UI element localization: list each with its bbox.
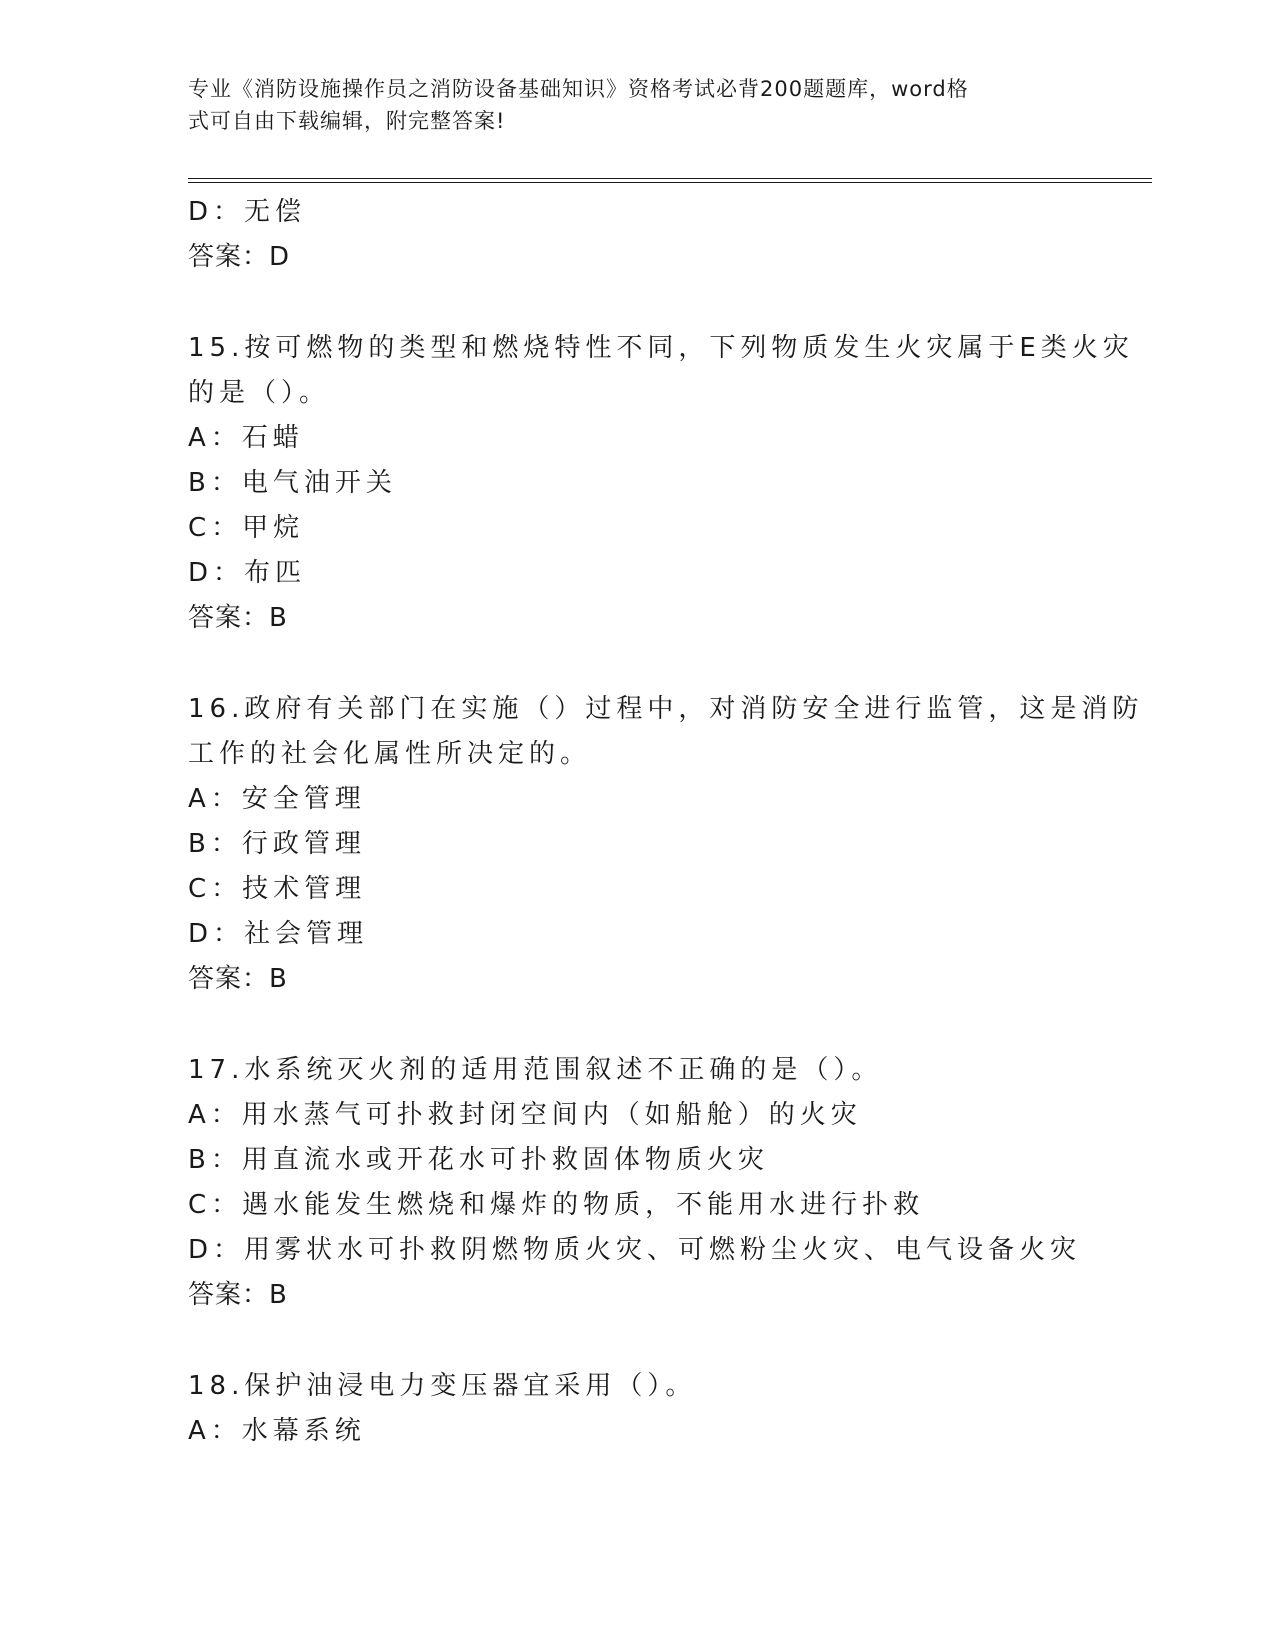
option-c: C：遇水能发生燃烧和爆炸的物质，不能用水进行扑救 (188, 1190, 925, 1220)
answer-line: 答案：B (188, 603, 288, 633)
question-list (188, 190, 1144, 1454)
option-a: A：安全管理 (188, 784, 366, 814)
header-rule-bottom (188, 182, 1152, 183)
option-d: D：无偿 (188, 197, 307, 227)
question-17 (188, 1048, 1088, 1318)
option-a: A：石蜡 (188, 423, 304, 453)
option-b: B：电气油开关 (188, 468, 397, 498)
option-b: B：用直流水或开花水可扑救固体物质火灾 (188, 1145, 769, 1175)
question-stem: 工作的社会化属性所决定的。 (188, 739, 592, 769)
question-stem: 16.政府有关部门在实施（）过程中，对消防安全进行监管，这是消防 (188, 694, 1144, 724)
option-a: A：水幕系统 (188, 1416, 366, 1446)
answer-line: 答案：B (188, 1280, 288, 1310)
previous-question-fragment (188, 190, 1088, 280)
question-stem: 15.按可燃物的类型和燃烧特性不同，下列物质发生火灾属于E类火灾 (188, 333, 1134, 363)
question-stem: 18.保护油浸电力变压器宜采用（）。 (188, 1371, 697, 1401)
option-c: C：甲烷 (188, 513, 305, 543)
option-d: D：社会管理 (188, 919, 369, 949)
header-line-2: 式可自由下载编辑，附完整答案! (188, 109, 506, 133)
answer-line: 答案：D (188, 242, 291, 272)
document-header (188, 73, 1068, 137)
option-b: B：行政管理 (188, 829, 366, 859)
answer-line: 答案：B (188, 964, 288, 994)
header-rule-top (188, 178, 1152, 179)
question-18 (188, 1364, 1088, 1454)
question-15 (188, 326, 1134, 641)
question-16 (188, 687, 1144, 1002)
option-a: A：用水蒸气可扑救封闭空间内（如船舱）的火灾 (188, 1100, 862, 1130)
option-d: D：用雾状水可扑救阴燃物质火灾、可燃粉尘火灾、电气设备火灾 (188, 1235, 1082, 1265)
option-d: D：布匹 (188, 558, 307, 588)
header-line-1: 专业《消防设施操作员之消防设备基础知识》资格考试必背200题题库，word格 (188, 77, 969, 101)
question-stem: 17.水系统灭火剂的适用范围叙述不正确的是（）。 (188, 1055, 883, 1085)
question-stem: 的是（）。 (188, 378, 331, 408)
option-c: C：技术管理 (188, 874, 367, 904)
